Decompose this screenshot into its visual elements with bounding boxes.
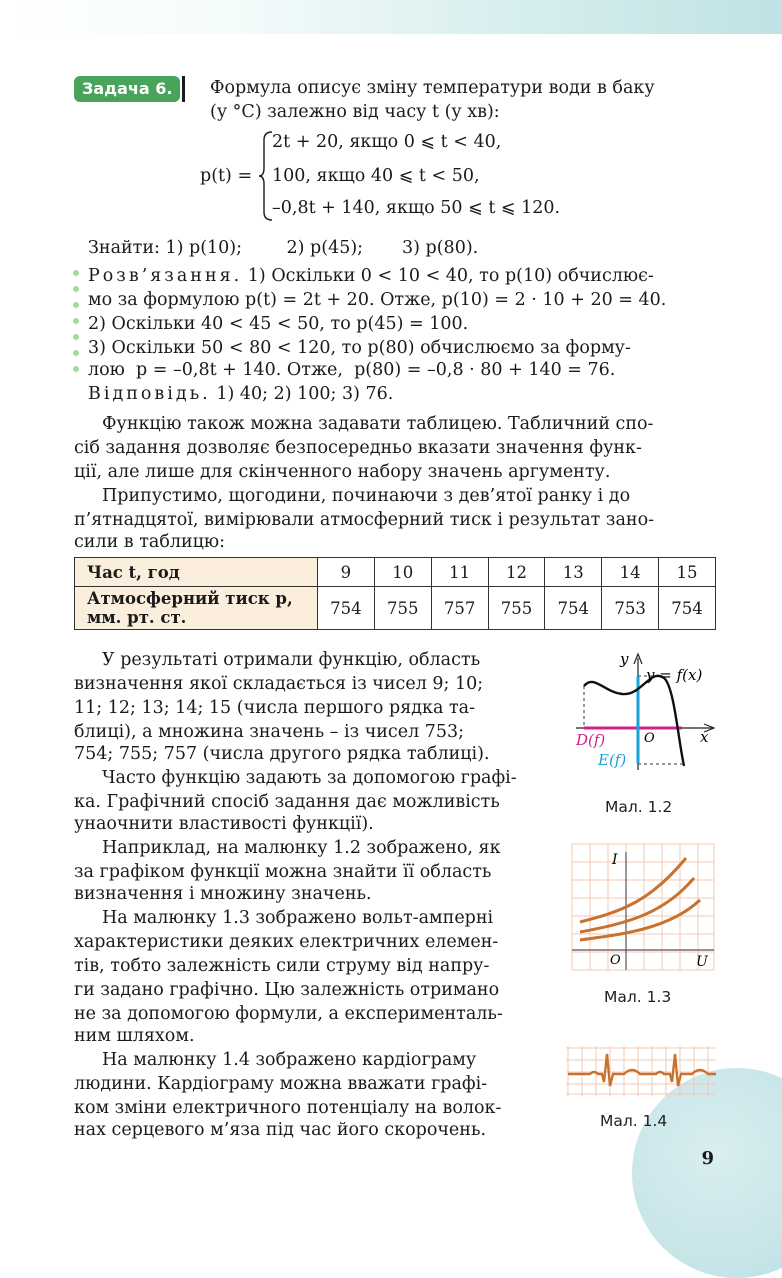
table-cell: 757 [431,587,488,630]
fig12-x-label: x [700,728,709,746]
text-p3-2: за графіком функції можна знайти її область [74,862,492,882]
text-p4-6: ним шляхом. [74,1026,195,1046]
pressure-para-line-2: п’ятнадцятої, вимірювали атмосферний тиск і результат зано- [74,510,655,530]
formula-case-3: –0,8t + 140, якщо 50 ⩽ t ⩽ 120. [272,198,561,218]
table-para-line-3: ції, але лише для скінченного набору значень аргументу. [74,462,611,482]
table-cell: 11 [431,558,488,587]
pressure-table [74,557,716,630]
solution-dots [73,270,79,382]
text-p3-3: визначення і множину значень. [74,884,372,904]
figure-1-2 [570,648,720,776]
formula-case-1: 2t + 20, якщо 0 ⩽ t < 40, [272,132,502,152]
task-line-2: (у °С) залежно від часу t (у хв): [210,102,500,122]
table-cell: 14 [602,558,659,587]
fig13-i-label: I [612,852,618,868]
figure-1-4 [566,1046,716,1096]
text-p1-2: визначення якої складається із чисел 9; 10; [74,674,484,694]
pressure-para-line-3: сили в таблицю: [74,532,226,552]
pressure-para-line-1: Припустимо, щогодини, починаючи з дев’ятої ранку і до [102,486,631,506]
text-p2-3: унаочнити властивості функції). [74,814,374,834]
text-p4-5: не за допомогою формули, а експерименталь- [74,1004,503,1024]
table-para-line-2: сіб задання дозволяє безпосередньо вказати значення функ- [74,438,642,458]
text-p3-1: Наприклад, на малюнку 1.2 зображено, як [102,838,501,858]
table-para-line-1: Функцію також можна задавати таблицею. Табличний спо- [102,414,654,434]
table-cell: 13 [545,558,602,587]
text-p4-3: тів, тобто залежність сили струму від напру- [74,956,490,976]
text-p4-2: характеристики деяких електричних елемен- [74,932,499,952]
table-cell: 754 [659,587,716,630]
table-cell: 755 [488,587,545,630]
figure-1-3 [570,842,716,972]
badge-bar [182,76,185,102]
task-line-1: Формула описує зміну температури води в баку [210,78,655,98]
text-p5-2: людини. Кардіограму можна вважати графі- [74,1074,488,1094]
text-p1-4: блиці), а множина значень – із чисел 753; [74,722,465,742]
table-head-time: Час t, год [75,558,318,587]
task-find: Знайти: 1) p(10); 2) p(45); 3) p(80). [88,238,479,258]
fig13-origin-label: O [610,953,621,968]
formula-case-2: 100, якщо 40 ⩽ t < 50, [272,166,480,186]
text-p1-5: 754; 755; 757 (числа другого рядка таблиці). [74,744,490,764]
formula-lhs: p(t) = [200,166,253,186]
solution-line-4: 3) Оскільки 50 < 80 < 120, то p(80) обчислюємо за форму- [88,338,631,358]
solution-line-3: 2) Оскільки 40 < 45 < 50, то p(45) = 100. [88,314,469,334]
answer-label: Відповідь. [88,384,211,404]
fig14-caption: Мал. 1.4 [600,1112,668,1130]
task-badge: Задача 6. [74,76,180,102]
table-cell: 754 [318,587,375,630]
fig12-df-label: D(f) [576,731,606,749]
text-p5-4: нах серцевого м’яза під час його скорочень. [74,1120,487,1140]
text-p5-1: На малюнку 1.4 зображено кардіограму [102,1050,477,1070]
table-cell: 10 [374,558,431,587]
text-p1-1: У результаті отримали функцію, область [102,650,481,670]
iv-curve [580,878,694,932]
answer-text: 1) 40; 2) 100; 3) 76. [210,384,394,404]
top-decor-band [0,0,782,34]
table-cell: 755 [374,587,431,630]
text-p4-4: ги задано графічно. Цю залежність отримано [74,980,500,1000]
table-row [75,558,716,587]
solution-line-2: мо за формулою p(t) = 2t + 20. Отже, p(10) = 2 · 10 + 20 = 40. [88,290,667,310]
text-p1-3: 11; 12; 13; 14; 15 (числа першого рядка та- [74,698,475,718]
fig13-u-label: U [696,954,708,970]
fig12-ef-label: E(f) [598,751,627,769]
table-cell: 9 [318,558,375,587]
text-p4-1: На малюнку 1.3 зображено вольт-амперні [102,908,494,928]
fig12-fx-label: y = f(x) [646,666,703,684]
table-cell: 15 [659,558,716,587]
table-cell: 753 [602,587,659,630]
fig12-caption: Мал. 1.2 [605,798,673,816]
text-p2-1: Часто функцію задають за допомогою графі- [102,768,517,788]
solution-line-5: лою p = –0,8t + 140. Отже, p(80) = –0,8 · 80 + 140 = 76. [88,360,616,380]
table-cell: 754 [545,587,602,630]
grid [566,1046,716,1096]
page-number: 9 [701,1148,714,1169]
text-p5-3: ком зміни електричного потенціалу на волок- [74,1098,502,1118]
table-head-pressure: Атмосферний тиск p, мм. рт. ст. [75,587,318,630]
solution-label: Розв’язання. [88,266,243,286]
iv-curve [580,858,686,922]
table-row [75,587,716,630]
text-p2-2: ка. Графічний спосіб задання дає можливість [74,792,500,812]
fig13-caption: Мал. 1.3 [604,988,672,1006]
fig12-origin-label: O [644,731,655,746]
fig12-y-label: y [620,650,629,668]
corner-decor [632,1068,782,1278]
solution-line-1: 1) Оскільки 0 < 10 < 40, то p(10) обчислює- [242,266,654,286]
table-cell: 12 [488,558,545,587]
